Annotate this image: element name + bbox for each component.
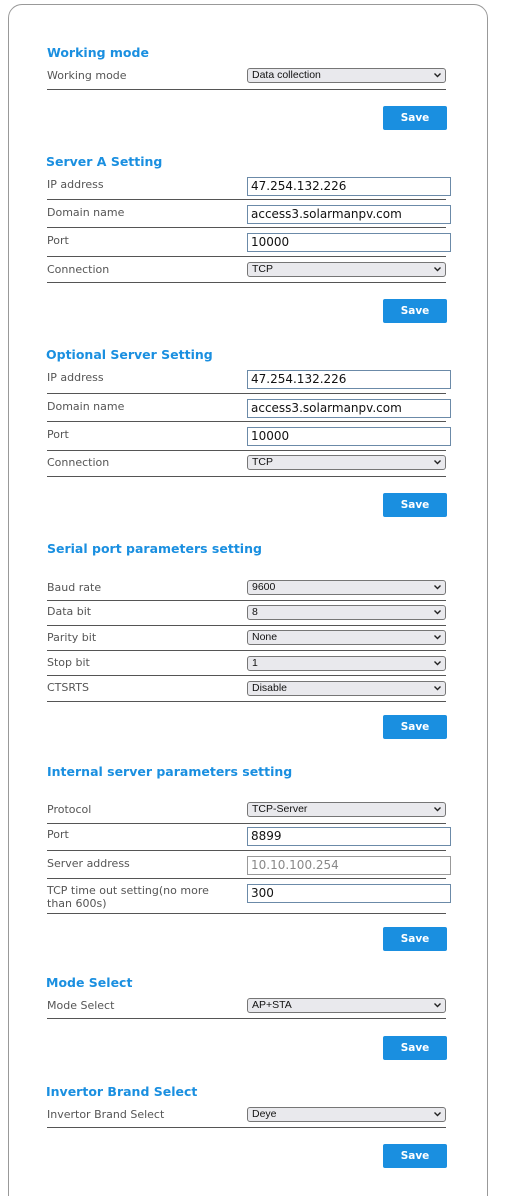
brand-select-title: Invertor Brand Select — [46, 1084, 198, 1099]
server-a-ip-row — [47, 173, 446, 200]
protocol-label: Protocol — [47, 803, 92, 816]
mode-select-label: Mode Select — [47, 999, 115, 1012]
parity-label: Parity bit — [47, 631, 97, 644]
working-mode-select[interactable] — [247, 68, 446, 83]
server-a-title: Server A Setting — [46, 154, 163, 169]
chevron-down-icon — [433, 1108, 442, 1121]
brand-select-save-button[interactable]: Save — [383, 1144, 447, 1168]
brand-select-value: Deye — [252, 1108, 277, 1120]
chevron-down-icon — [433, 69, 442, 82]
ctsrts-select[interactable] — [247, 681, 446, 696]
internal-server-title: Internal server parameters setting — [47, 764, 293, 779]
optional-connection-row — [47, 451, 446, 477]
server-address-label: Server address — [47, 857, 130, 870]
mode-select-save-button[interactable]: Save — [383, 1036, 447, 1060]
internal-port-input[interactable]: 8899 — [247, 827, 451, 846]
server-a-domain-input[interactable]: access3.solarmanpv.com — [247, 205, 451, 224]
port-label: Port — [47, 428, 69, 441]
server-a-port-input[interactable]: 10000 — [247, 233, 451, 252]
optional-port-input[interactable]: 10000 — [247, 427, 451, 446]
internal-server-save-button[interactable]: Save — [383, 927, 447, 951]
connection-label: Connection — [47, 263, 110, 276]
protocol-row — [47, 799, 446, 824]
chevron-down-icon — [433, 581, 442, 594]
brand-select-label: Invertor Brand Select — [47, 1108, 165, 1121]
domain-label: Domain name — [47, 400, 125, 413]
stop-bit-label: Stop bit — [47, 656, 90, 669]
port-label: Port — [47, 234, 69, 247]
protocol-value: TCP-Server — [252, 803, 308, 815]
chevron-down-icon — [433, 263, 442, 276]
data-bit-value: 8 — [252, 606, 258, 618]
baud-label: Baud rate — [47, 581, 102, 594]
mode-select-row — [47, 994, 446, 1019]
brand-select-row — [47, 1103, 446, 1128]
chevron-down-icon — [433, 999, 442, 1012]
optional-domain-input[interactable]: access3.solarmanpv.com — [247, 399, 451, 418]
parity-value: None — [252, 631, 278, 643]
server-a-domain-row — [47, 200, 446, 228]
server-a-port-row — [47, 228, 446, 257]
domain-label: Domain name — [47, 206, 125, 219]
chevron-down-icon — [433, 657, 442, 670]
connection-value: TCP — [252, 263, 273, 275]
mode-select-value: AP+STA — [252, 999, 292, 1011]
ctsrts-value: Disable — [252, 682, 288, 694]
ctsrts-row — [47, 676, 446, 702]
ip-label: IP address — [47, 371, 104, 384]
stop-bit-select[interactable] — [247, 656, 446, 671]
optional-connection-select[interactable] — [247, 455, 446, 470]
optional-domain-row — [47, 394, 446, 422]
working-mode-label: Working mode — [47, 69, 127, 82]
chevron-down-icon — [433, 682, 442, 695]
stop-bit-value: 1 — [252, 657, 258, 669]
optional-port-row — [47, 422, 446, 451]
optional-server-title: Optional Server Setting — [46, 347, 213, 362]
server-a-connection-select[interactable] — [247, 262, 446, 277]
optional-ip-row — [47, 366, 446, 394]
internal-port-row — [47, 824, 446, 851]
serial-save-button[interactable]: Save — [383, 715, 447, 739]
port-label: Port — [47, 828, 69, 841]
optional-ip-input[interactable]: 47.254.132.226 — [247, 370, 451, 389]
data-bit-row — [47, 601, 446, 626]
connection-label: Connection — [47, 456, 110, 469]
server-a-connection-row — [47, 257, 446, 283]
optional-server-save-button[interactable]: Save — [383, 493, 447, 517]
parity-select[interactable] — [247, 630, 446, 645]
mode-select-title: Mode Select — [46, 975, 133, 990]
timeout-row — [47, 879, 446, 914]
working-mode-row — [47, 64, 446, 90]
protocol-select[interactable] — [247, 802, 446, 817]
server-a-ip-input[interactable]: 47.254.132.226 — [247, 177, 451, 196]
working-mode-save-button[interactable]: Save — [383, 106, 447, 130]
server-address-input[interactable]: 10.10.100.254 — [247, 856, 451, 875]
chevron-down-icon — [433, 606, 442, 619]
chevron-down-icon — [433, 803, 442, 816]
working-mode-title: Working mode — [47, 45, 149, 60]
server-address-row — [47, 851, 446, 879]
parity-row — [47, 626, 446, 651]
data-bit-label: Data bit — [47, 605, 92, 618]
timeout-input[interactable]: 300 — [247, 884, 451, 903]
baud-select[interactable] — [247, 580, 446, 595]
ip-label: IP address — [47, 178, 104, 191]
server-a-save-button[interactable]: Save — [383, 299, 447, 323]
data-bit-select[interactable] — [247, 605, 446, 620]
chevron-down-icon — [433, 456, 442, 469]
working-mode-value: Data collection — [252, 69, 321, 81]
baud-row — [47, 577, 446, 601]
serial-title: Serial port parameters setting — [47, 541, 262, 556]
ctsrts-label: CTSRTS — [47, 681, 89, 694]
baud-value: 9600 — [252, 581, 276, 593]
brand-select-dropdown[interactable] — [247, 1107, 446, 1122]
timeout-label: TCP time out setting(no more than 600s) — [47, 884, 209, 910]
mode-select-dropdown[interactable] — [247, 998, 446, 1013]
stop-bit-row — [47, 651, 446, 676]
connection-value: TCP — [252, 456, 273, 468]
chevron-down-icon — [433, 631, 442, 644]
